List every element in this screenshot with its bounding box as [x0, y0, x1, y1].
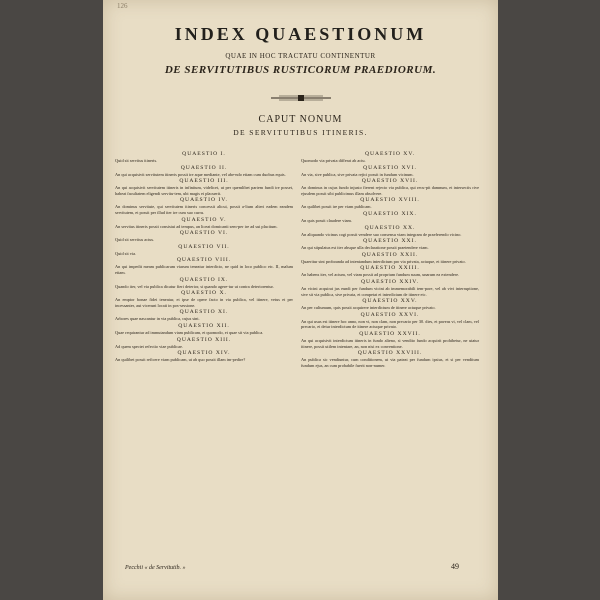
question-entry — [301, 330, 479, 349]
tract-title: DE SERVITUTIBUS RUSTICORUM PRAEDIORUM. — [164, 64, 437, 76]
question-label: QUAESTIO XIX. — [363, 210, 417, 217]
question-entry — [115, 196, 293, 215]
question-entry — [115, 308, 293, 322]
question-entry — [115, 216, 293, 230]
question-label: QUAESTIO XXI. — [363, 238, 417, 245]
question-label: QUAESTIO XIII. — [176, 336, 232, 343]
question-text: An publica sic vendiuntur, cum conditionem, ut via pateat per fundum ipsius, et si per venditum fundum ejus, an cum probabile fuerit non-numer. — [301, 357, 479, 368]
question-entry — [115, 322, 293, 336]
question-text: Quid sit via. — [115, 250, 137, 256]
question-entry — [301, 278, 479, 297]
question-entry — [115, 177, 293, 196]
question-entry — [115, 336, 293, 350]
ornament-divider-icon — [271, 94, 331, 102]
question-label: QUAESTIO I. — [182, 151, 226, 157]
question-text: Arbores quae nascantur in via publica, cujus sint. — [115, 316, 200, 322]
question-text: An habens iter, vel actum, vel viam possit ad proprium fundum suum, unarum ea extendere. — [301, 272, 460, 278]
question-label: QUAESTIO II. — [180, 164, 228, 171]
question-label: QUAESTIO III. — [179, 178, 229, 185]
right-column — [301, 150, 479, 368]
question-label: QUAESTIO VII. — [178, 243, 230, 250]
question-entry — [301, 177, 479, 196]
left-column — [115, 150, 293, 363]
question-text: An servitus itineris possit consistui ad tempus, an liceat domicanti sem-per ire ad sui placitum. — [115, 223, 278, 229]
question-label: QUAESTIO XXII. — [361, 251, 419, 258]
question-label: QUAESTIO XIV. — [177, 350, 231, 357]
question-text: An quilibet possit reficere viam publicam, ut ab quo possit illam im-pedire? — [115, 357, 246, 363]
question-label: QUAESTIO VI. — [179, 230, 229, 237]
question-entry — [301, 224, 479, 238]
question-text: An quis possit claudere viam. — [301, 217, 352, 223]
question-text: An qui acquisivit servitutem itineris possit ire aque mediante, vel abe-ndo etiam cum duobus equis. — [115, 171, 286, 177]
question-text: An via, sive publica, sive privata rejici possit in fundum vicinum. — [301, 171, 414, 177]
page-subtitle: QUAE IN HOC TRACTATU CONTINENTUR — [225, 52, 376, 60]
question-entry — [115, 256, 293, 275]
question-label: QUAESTIO XXV. — [362, 298, 418, 305]
chapter-subheading: DE SERVITUTIBUS ITINERIS. — [233, 128, 368, 137]
question-text: Quid sit servitus actus. — [115, 237, 155, 243]
question-label: QUAESTIO XXVII. — [359, 330, 421, 337]
page-title: INDEX QUAESTIONUM — [174, 24, 427, 44]
question-entry — [115, 243, 293, 257]
question-text: An qui usus est itinere hoc anno, non vi, non clam, non precario per 30. dies, et paveas vi, vel clam, vel precario, ei detur interdictum de itinere actuque privato. — [301, 318, 479, 330]
question-entry — [301, 349, 479, 368]
question-label: QUAESTIO XI. — [179, 309, 229, 316]
question-entry — [301, 264, 479, 278]
question-label: QUAESTIO XV. — [364, 151, 416, 157]
question-label: QUAESTIO XXIII. — [360, 265, 420, 272]
question-text: Quomodo via privata differat ab actu. — [301, 158, 366, 163]
question-label: QUAESTIO XVIII. — [360, 197, 420, 204]
question-text: Ad quem spectet refectio viae publicae. — [115, 343, 184, 349]
question-text: Quando iter, vel via publica dicatur fieri deterior, si quando agere-tur ut contra deteriorentur. — [115, 283, 274, 289]
question-entry — [115, 349, 293, 363]
question-entry — [301, 251, 479, 265]
question-entry — [301, 297, 479, 311]
question-entry — [301, 237, 479, 251]
question-label: QUAESTIO X. — [181, 290, 227, 297]
question-text: An dominus in cujus fundo injusto fierent rejecto via publica, qui recu-pit damnum, et intersectis rive ejusdem possit sibi publicimus illam absolvere. — [301, 185, 479, 196]
question-label: QUAESTIO IX. — [179, 276, 229, 283]
question-label: QUAESTIO V. — [181, 216, 227, 223]
question-entry — [301, 150, 479, 164]
question-entry — [115, 150, 293, 164]
question-entry — [301, 311, 479, 330]
question-label: QUAESTIO XII. — [178, 322, 230, 329]
question-label: QUAESTIO VIII. — [176, 257, 232, 264]
question-text: Quae requirantur ad immutandum viam publicam, et quomodo, et quae sit via publica. — [115, 329, 264, 335]
question-text: An dominus servitute, qui servitutem itineris concessit alicui, possit a-lium alteri eadem eandem servitutem, et possit per illud iter ire cum suo curru. — [115, 204, 293, 215]
question-text: Quaeritur sint proboanda ad intentandum interdictum pro via privata, actuque, et itinere privato. — [301, 258, 466, 264]
question-entry — [115, 229, 293, 243]
question-text: An qui impedit meam publicarum viarum teneatur interdicto, ne quid in loco publico etc. II, malum etiam. — [115, 264, 293, 275]
question-entry — [115, 164, 293, 178]
question-entry — [301, 164, 479, 178]
question-text: An quilibet possit ire per viam publicam. — [301, 204, 372, 210]
question-entry — [115, 289, 293, 308]
question-text: An qui stipulatus est iter absque ulla declaratione possit praetendere viam. — [301, 245, 429, 251]
question-entry — [115, 276, 293, 290]
question-text: An per cultumum, quis possit acquirere interdictum de itinere actuque privato. — [301, 305, 436, 311]
question-text: An qui acquisivit servitutem itineris in infinitum, videlicet, ut per quemlibet partem fundi ire posset, habeat facultatem eligendi servitu-tem, ubi magis ei placuerit. — [115, 185, 293, 196]
question-label: QUAESTIO XVI. — [363, 164, 417, 171]
question-text: Quid sit servitus itineris. — [115, 158, 158, 163]
top-page-number: 126 — [117, 2, 128, 10]
book-page — [103, 0, 498, 600]
question-text: An qui acquisivit interdictum itineris in fundo alieno, si vendito fundo acquirit prohibetur, ne utatur itinere, possit utilem intentare, an, non nisi ex conventione. — [301, 337, 479, 349]
question-label: QUAESTIO XX. — [364, 224, 416, 231]
question-label: QUAESTIO XXVIII. — [357, 350, 423, 357]
question-text: An aliquando vicinus cogi possit vendere suo consensu viam integram de praeferendo vicino. — [301, 231, 462, 237]
question-label: QUAESTIO IV. — [180, 197, 228, 204]
question-text: An vicini acquirat jus eundi per fundum vicini ab immemorabili tem-pore, vel ab vivi interruptione, sive sit via publica, sive privata, et competat ei interdictum de itinere etc. — [301, 285, 479, 297]
footer-page-number: 49 — [451, 562, 459, 571]
question-entry — [301, 210, 479, 224]
question-label: QUAESTIO XVII. — [361, 178, 419, 185]
footer-signature: Pecchii « de Servitutib. » — [125, 565, 186, 571]
chapter-heading: CAPUT NONUM — [258, 114, 343, 125]
question-text: An emptor bonae fidei teneatur, et ipse de opere facto in via publica, vel itinere, vetus et per incessanter, aut vicerunt locati in pos-sessione. — [115, 297, 293, 308]
question-entry — [301, 196, 479, 210]
question-label: QUAESTIO XXVI. — [360, 311, 420, 318]
question-label: QUAESTIO XXIV. — [360, 278, 420, 285]
